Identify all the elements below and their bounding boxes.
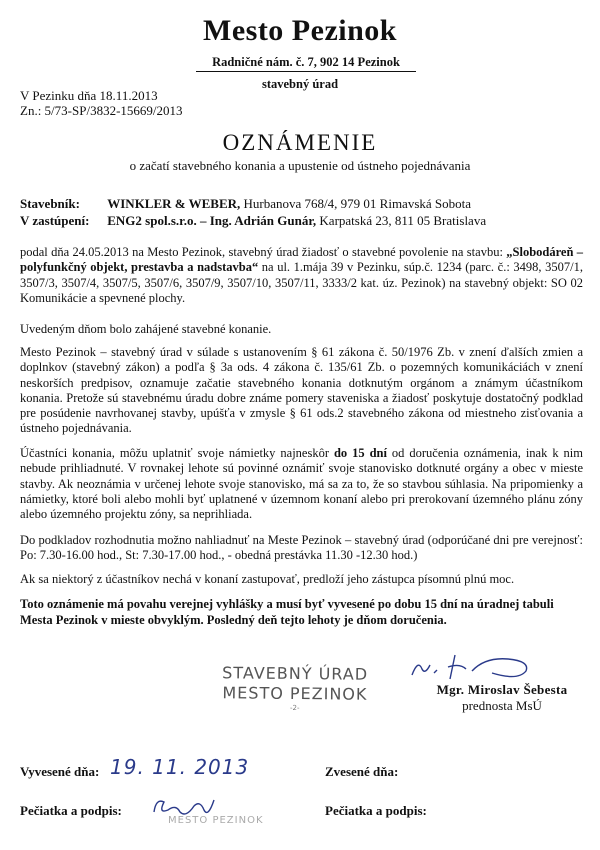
page-title: Mesto Pezinok	[203, 14, 397, 47]
posted-label: Vyvesené dňa:	[20, 764, 100, 779]
stamp-line-number: -2-	[289, 703, 300, 713]
stamp-line-city: MESTO PEZINOK	[222, 683, 368, 704]
removed-label: Zvesené dňa:	[325, 764, 399, 779]
paragraph-started: Uvedeným dňom bolo zahájené stavebné konanie.	[20, 322, 272, 336]
document-subheading: o začatí stavebného konania a upustenie od ústneho pojednávania	[129, 158, 471, 173]
paragraph-application-rest: na ul. 1.mája 39 v Pezinku, súp.č. 1234 (parc. č.: 3498, 3507/1, 3507/3, 3507/4, 3507/5, 3507/6, 3507/9, 3507/10, 3507/11, 3333/2 kat. úz. Pezinok) na stavebný objekt: SO 02 Komunikácie a spevnené plochy.	[20, 260, 583, 305]
builder-name: WINKLER & WEBER,	[107, 196, 241, 211]
stamp-signature-label-left: Pečiatka a podpis:	[20, 803, 122, 818]
builder-row	[20, 196, 471, 212]
posted-date-handwritten: 19. 11. 2013	[110, 755, 250, 779]
faint-city-stamp: MESTO PEZINOK	[168, 815, 264, 826]
place-date: V Pezinku dňa 18.11.2013	[20, 88, 158, 103]
representative-name: ENG2 spol.s.r.o. – Ing. Adrián Gunár,	[107, 213, 317, 228]
representative-row	[20, 213, 486, 229]
paragraph-application	[20, 245, 583, 306]
public-notice: Toto oznámenie má povahu verejnej vyhlášky a musí byť vyvesené po dobu 15 dní na úradnej tabuli Mesta Pezinok v mieste obvyklým. Posledný deň tejto lehoty je dňom doručenia.	[20, 597, 554, 627]
paragraph-objections	[20, 446, 583, 522]
paragraph-legal-basis: Mesto Pezinok – stavebný úrad v súlade s ustanovením § 61 zákona č. 50/1976 Zb. v znení ďalších zmien a doplnkov (stavebný zákon) a podľa § 3a ods. 4 zákona č. 135/61 Zb. o pozemných komunikáciách v znení neskorších predpisov, oznamuje začatie stavebného konania dotknutým orgánom a známym účastníkom konania. Pretože sú stavebnému úradu dobre známe pomery staveniska a žiadosť poskytuje dostatočný podklad pre posúdenie navrhovanej stavby, upúšťa v zmysle § 61 ods.2 stavebného zákona od miestneho zisťovania a ústneho pojednávania.	[20, 345, 583, 436]
paragraph-application-text: podal dňa 24.05.2013 na Mesto Pezinok, stavebný úrad žiadosť o stavebné povolenie na stavbu:	[20, 245, 503, 259]
builder-address: Hurbanova 768/4, 979 01 Rimavská Sobota	[243, 196, 472, 211]
office-stamp	[215, 663, 376, 714]
stamp-signature-label-right: Pečiatka a podpis:	[325, 803, 427, 818]
representative-address: Karpatská 23, 811 05 Bratislava	[319, 213, 487, 228]
objections-rest: od doručenia oznámenia, inak k nim nebude prihliadnuté. V rovnakej lehote sú povinné oznámiť svoje stanovisko dotknuté orgány a obec v mieste stavby. Ak neoznámia v určenej lehote svoje stanovisko, má sa za to, že so stavbou súhlasia. Na pripomienky a námietky, ktoré boli alebo mohli byť uplatnené v územnom konaní alebo pri prerokovaní územného plánu zóny alebo územného projektu zóny, sa neprihliada.	[20, 446, 583, 522]
objections-text: Účastníci konania, môžu uplatniť svoje námietky najneskôr	[20, 446, 334, 460]
document-heading: OZNÁMENIE	[222, 130, 378, 155]
builder-label: Stavebník:	[20, 196, 80, 211]
office-address: Radničné nám. č. 7, 902 14 Pezinok	[212, 55, 400, 69]
signer-block	[412, 682, 592, 714]
signer-role: prednosta MsÚ	[462, 698, 542, 713]
paragraph-inspection: Do podkladov rozhodnutia možno nahliadnuť na Meste Pezinok – stavebný úrad (odporúčané dni pre verejnosť: Po: 7.30-16.00 hod., St: 7.30-17.00 hod., - obedná prestávka 11.30 -12.30 hod.)	[20, 533, 583, 563]
director-signature	[400, 645, 550, 685]
objections-deadline: do 15 dní	[333, 446, 387, 460]
paragraph-representation: Ak sa niektorý z účastníkov nechá v konaní zastupovať, predloží jeho zástupca písomnú plnú moc.	[20, 572, 515, 586]
project-name: „Slobodáreň – polyfunkčný objekt, prestavba a nadstavba“	[20, 245, 583, 275]
header-rule	[196, 71, 416, 72]
representative-label: V zastúpení:	[20, 213, 90, 228]
signer-name: Mgr. Miroslav Šebesta	[436, 682, 568, 697]
stamp-line-office: STAVEBNÝ ÚRAD	[222, 663, 369, 684]
office-name: stavebný úrad	[261, 77, 339, 91]
reference-number: Zn.: 5/73-SP/3832-15669/2013	[20, 103, 183, 118]
